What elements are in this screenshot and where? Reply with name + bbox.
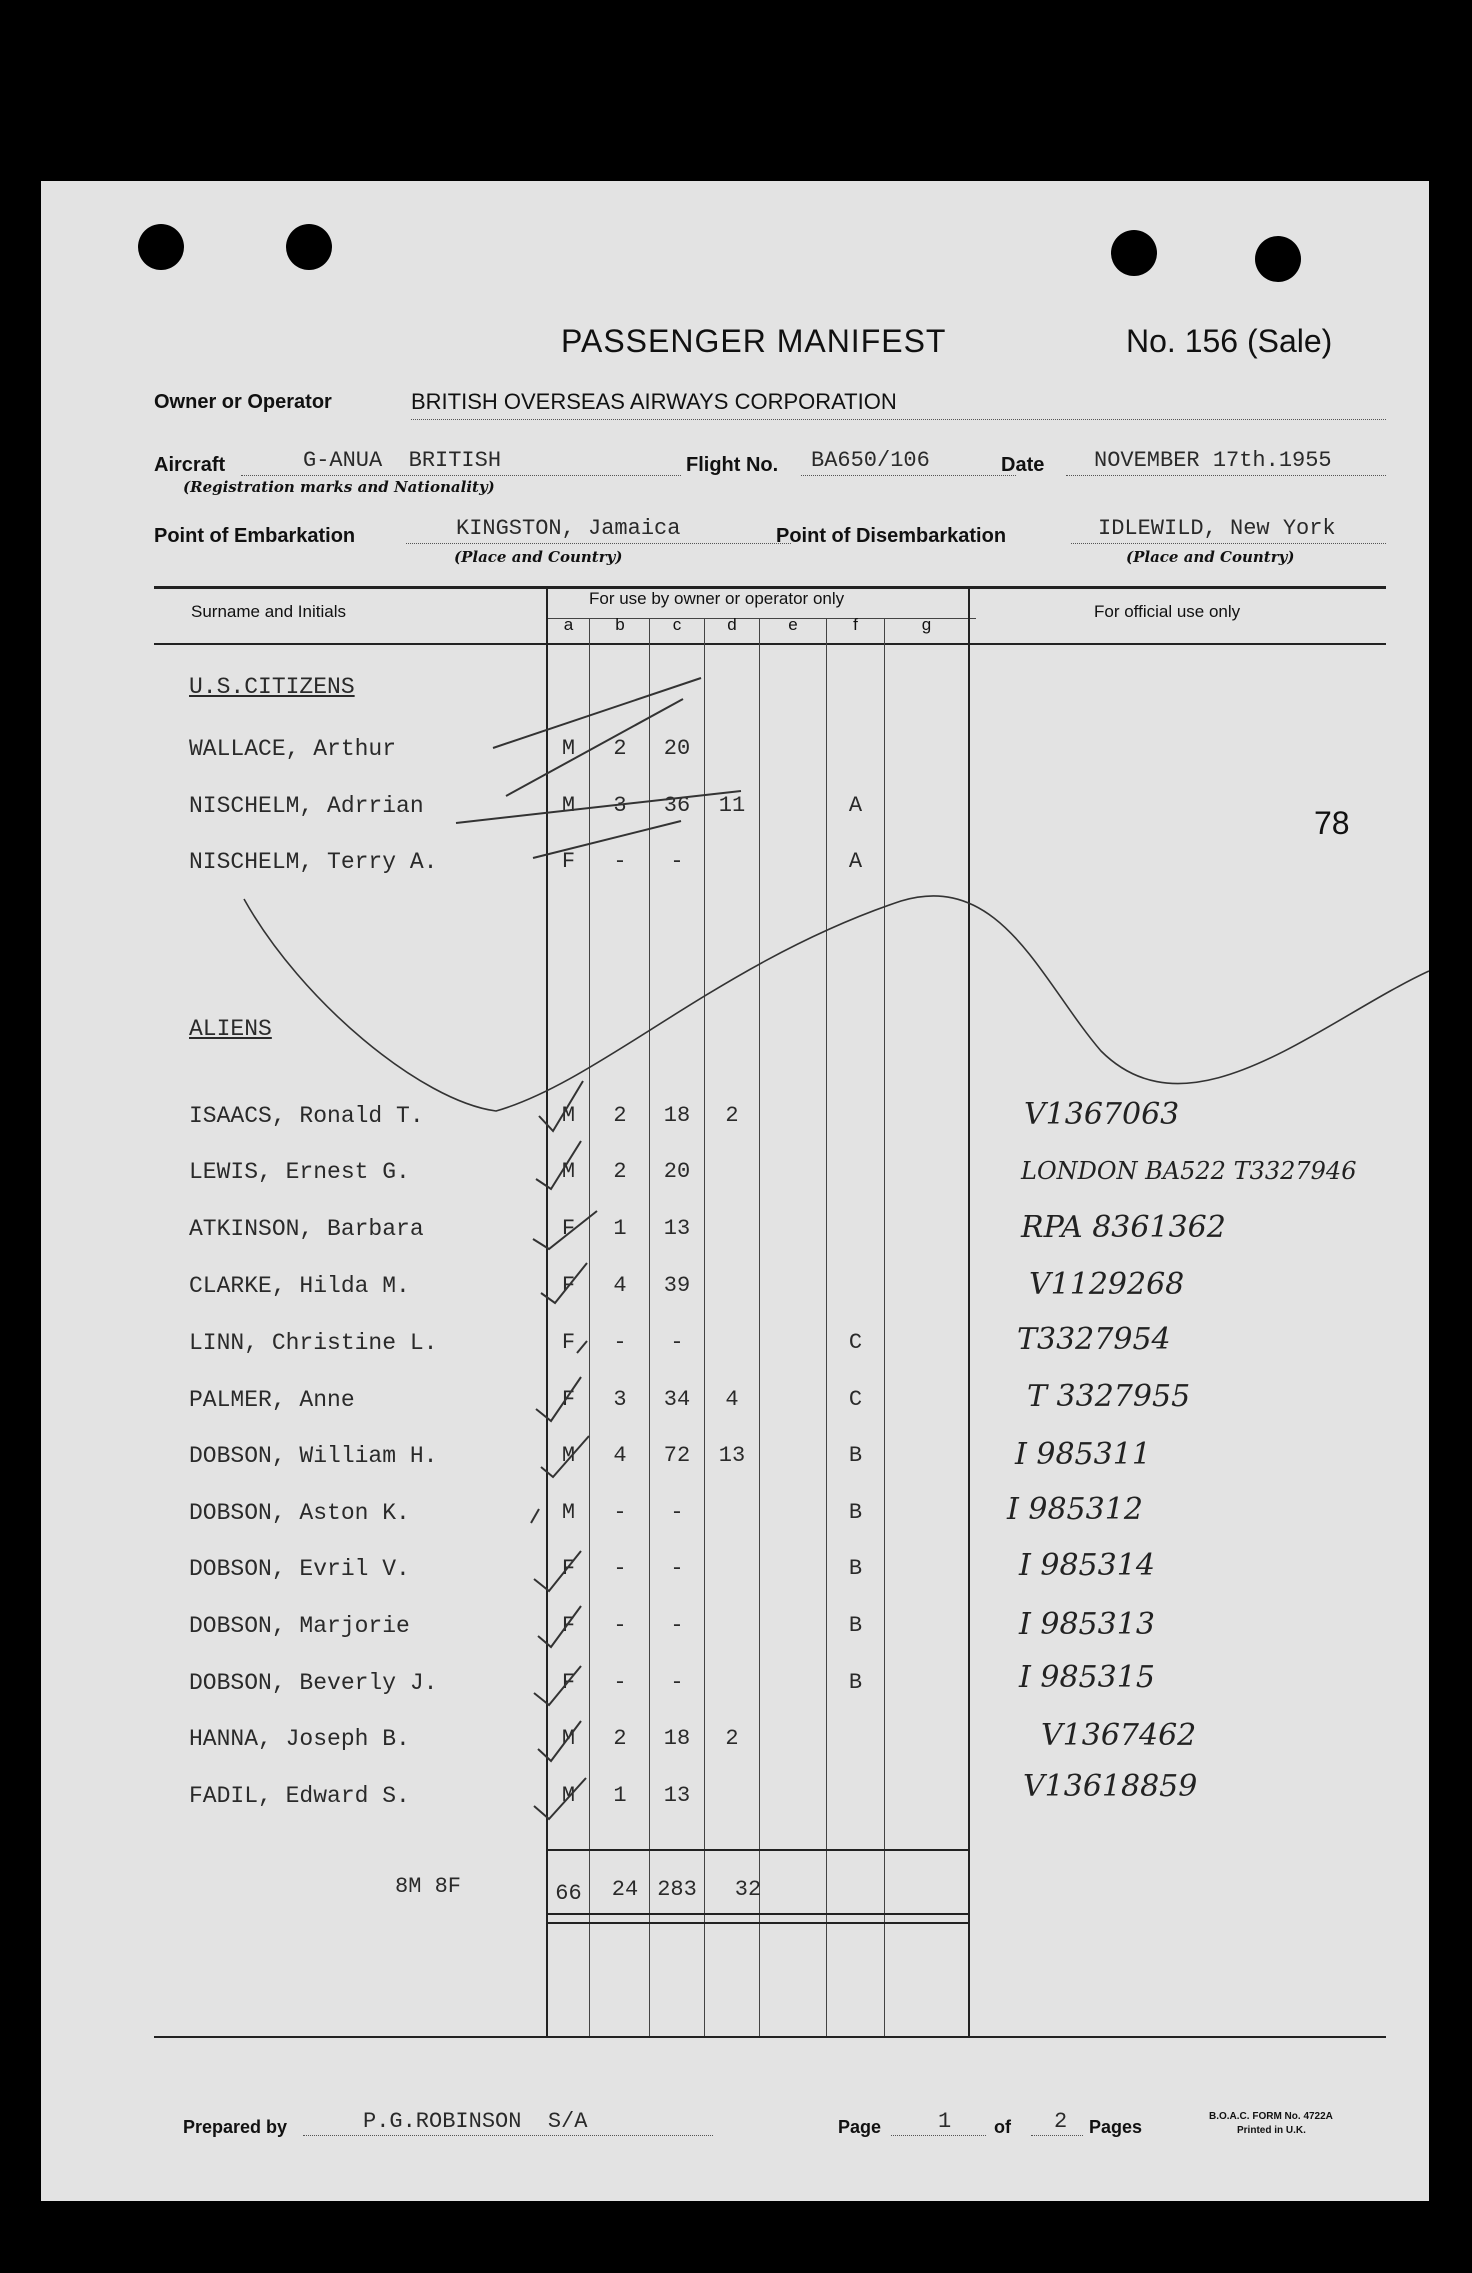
passenger-name: LEWIS, Ernest G. (189, 1159, 410, 1185)
passenger-name: CLARKE, Hilda M. (189, 1273, 410, 1299)
flight-value: BA650/106 (811, 448, 930, 473)
page-underline (891, 2135, 986, 2136)
of-label: of (994, 2117, 1011, 2137)
table-row (41, 1267, 1429, 1307)
disembark-label: Point of Disembarkation (776, 525, 1007, 547)
cell-a: F (561, 1613, 576, 1638)
col-divider-a (589, 618, 590, 2036)
cell-c: - (670, 1670, 684, 1695)
page-value: 1 (938, 2109, 952, 2134)
table-row (41, 736, 1429, 770)
table-row (41, 793, 1429, 827)
cell-a: F (561, 849, 576, 874)
cell-f: C (848, 1330, 863, 1355)
passenger-name: ATKINSON, Barbara (189, 1216, 424, 1242)
cell-a: M (561, 736, 576, 761)
official-entry: V1367063 (1024, 1097, 1180, 1132)
passenger-name: HANNA, Joseph B. (189, 1726, 410, 1752)
official-header: For official use only (1094, 602, 1241, 621)
cell-c: 18 (663, 1103, 691, 1128)
cell-d: 2 (725, 1726, 739, 1751)
col-divider-e (826, 618, 827, 2036)
cell-a: M (561, 793, 576, 818)
group-aliens: ALIENS (189, 1016, 272, 1042)
date-underline (1066, 475, 1386, 476)
aircraft-label: Aircraft (154, 454, 226, 476)
owner-use-header: For use by owner or operator only (589, 589, 845, 608)
cell-f: A (848, 793, 863, 818)
official-entry: RPA 8361362 (1021, 1210, 1226, 1245)
totals-rule-1 (548, 1913, 968, 1915)
col-head-c: c (672, 615, 682, 634)
passenger-name: NISCHELM, Adrrian (189, 793, 424, 819)
col-head-a: a (563, 615, 574, 634)
owner-label: Owner or Operator (154, 391, 332, 413)
wavy-line (244, 896, 1429, 1111)
cell-c: - (670, 849, 684, 874)
surname-header: Surname and Initials (191, 602, 346, 621)
cell-f: C (848, 1387, 863, 1412)
aircraft-value: G-ANUA BRITISH (303, 448, 502, 473)
form-number: No. 156 (Sale) (1126, 323, 1333, 359)
printed-note: Printed in U.K. (1237, 2125, 1306, 2136)
passenger-name: PALMER, Anne (189, 1387, 355, 1413)
passenger-name: DOBSON, Aston K. (189, 1500, 410, 1526)
table-row (41, 1718, 1429, 1760)
cell-a: F (561, 1330, 576, 1355)
col-divider-c (704, 618, 705, 2036)
table-row (41, 1322, 1429, 1364)
prepared-label: Prepared by (183, 2117, 288, 2137)
col-head-b: b (615, 615, 625, 634)
cell-f: A (848, 849, 863, 874)
pages-underline (1031, 2135, 1083, 2136)
date-value: NOVEMBER 17th.1955 (1094, 448, 1332, 473)
punch-hole-icon (1255, 236, 1301, 282)
cell-c: - (670, 1613, 684, 1638)
disembark-underline (1071, 543, 1386, 544)
totals-label: 8M 8F (395, 1874, 462, 1899)
official-entry: T 3327955 (1027, 1379, 1191, 1414)
cell-b: 3 (613, 1387, 627, 1412)
cell-b: 2 (613, 1726, 627, 1751)
passenger-name: ISAACS, Ronald T. (189, 1103, 424, 1129)
table-row (41, 1492, 1429, 1534)
cell-f: B (848, 1613, 863, 1638)
cell-b: 4 (613, 1443, 627, 1468)
cell-c: - (670, 1330, 684, 1355)
cell-a: M (561, 1443, 576, 1468)
cell-d: 13 (718, 1443, 746, 1468)
cell-b: 3 (613, 793, 627, 818)
cell-c: 72 (663, 1443, 691, 1468)
flight-label: Flight No. (686, 454, 779, 476)
manifest-sheet (41, 181, 1429, 2201)
cell-a: F (561, 1670, 576, 1695)
owner-underline (411, 419, 1386, 420)
punch-hole-icon (138, 224, 184, 270)
cell-a: F (561, 1387, 576, 1412)
official-entry: V1129268 (1029, 1267, 1185, 1302)
cell-a: F (561, 1216, 576, 1241)
cell-c: 18 (663, 1726, 691, 1751)
cell-b: 4 (613, 1273, 627, 1298)
total-d: 32 (734, 1877, 762, 1902)
punch-hole-icon (286, 224, 332, 270)
cell-b: 2 (613, 736, 627, 761)
passenger-name: NISCHELM, Terry A. (189, 849, 438, 875)
col-divider-b (649, 618, 650, 2036)
cell-f: B (848, 1556, 863, 1581)
embark-label: Point of Embarkation (154, 525, 356, 547)
cell-a: M (561, 1103, 576, 1128)
form-code: B.O.A.C. FORM No. 4722A (1209, 2111, 1333, 2122)
totals-rule-2 (548, 1922, 968, 1924)
cell-c: 36 (663, 793, 691, 818)
page-label: Page (838, 2117, 882, 2137)
official-entry: V1367462 (1041, 1718, 1197, 1753)
table-row (41, 1097, 1429, 1137)
cell-b: - (613, 1670, 627, 1695)
official-entry: T3327954 (1017, 1322, 1171, 1357)
cell-c: 20 (663, 736, 691, 761)
cell-a: F (561, 1273, 576, 1298)
cell-b: - (613, 1500, 627, 1525)
embark-underline (406, 543, 791, 544)
table-row (41, 849, 1429, 883)
prepared-underline (303, 2135, 713, 2136)
aircraft-sub: (Registration marks and Nationality) (183, 478, 495, 496)
cell-d: 4 (725, 1387, 739, 1412)
form-title: PASSENGER MANIFEST (561, 323, 947, 359)
table-bottom-rule (154, 2036, 1386, 2038)
cell-c: 13 (663, 1216, 691, 1241)
passenger-name: DOBSON, William H. (189, 1443, 438, 1469)
cell-c: 13 (663, 1783, 691, 1808)
side-number: 78 (1314, 805, 1350, 841)
disembark-sub: (Place and Country) (1126, 548, 1295, 566)
cell-b: 1 (613, 1783, 627, 1808)
table-row (41, 1607, 1429, 1647)
cell-b: 1 (613, 1216, 627, 1241)
date-label: Date (1001, 454, 1045, 476)
cell-c: 39 (663, 1273, 691, 1298)
passenger-name: DOBSON, Evril V. (189, 1556, 410, 1582)
total-c: 283 (657, 1877, 697, 1902)
cell-c: 20 (663, 1159, 691, 1184)
cell-f: B (848, 1500, 863, 1525)
cell-a: M (561, 1159, 576, 1184)
table-row (41, 1379, 1429, 1421)
official-entry: LONDON BA522 T3327946 (1021, 1157, 1357, 1185)
pages-value: 2 (1054, 2109, 1068, 2134)
aircraft-underline (241, 475, 681, 476)
cell-a: M (561, 1783, 576, 1808)
table-row (41, 1437, 1429, 1477)
embark-sub: (Place and Country) (454, 548, 623, 566)
cell-c: - (670, 1500, 684, 1525)
cell-b: - (613, 849, 627, 874)
passenger-name: FADIL, Edward S. (189, 1783, 410, 1809)
passenger-name: DOBSON, Marjorie (189, 1613, 410, 1639)
passenger-name: LINN, Christine L. (189, 1330, 438, 1356)
prepared-value: P.G.ROBINSON S/A (363, 2109, 588, 2134)
cell-a: F (561, 1556, 576, 1581)
official-entry: I 985314 (1019, 1548, 1155, 1583)
group-us-citizens: U.S.CITIZENS (189, 674, 355, 700)
passenger-name: WALLACE, Arthur (189, 736, 397, 762)
col-head-f: f (853, 615, 858, 634)
disembark-value: IDLEWILD, New York (1098, 516, 1336, 541)
col-divider-f (884, 618, 885, 2036)
cell-b: - (613, 1330, 627, 1355)
official-entry: I 985313 (1019, 1607, 1155, 1642)
punch-hole-icon (1111, 230, 1157, 276)
cell-d: 11 (718, 793, 746, 818)
owner-value: BRITISH OVERSEAS AIRWAYS CORPORATION (411, 389, 897, 414)
cell-c: - (670, 1556, 684, 1581)
cell-d: 2 (725, 1103, 739, 1128)
total-a: 66 (555, 1881, 582, 1906)
table-row (41, 1210, 1429, 1250)
cell-c: 34 (663, 1387, 691, 1412)
cell-f: B (848, 1443, 863, 1468)
pages-label: Pages (1089, 2117, 1143, 2137)
embark-value: KINGSTON, Jamaica (456, 516, 681, 541)
table-row (41, 1548, 1429, 1590)
cell-f: B (848, 1670, 863, 1695)
official-entry: V13618859 (1023, 1769, 1198, 1804)
cell-b: 2 (613, 1103, 627, 1128)
totals-top-rule (548, 1849, 968, 1851)
flight-underline (801, 475, 1016, 476)
cell-a: M (561, 1500, 576, 1525)
table-row (41, 1660, 1429, 1704)
table-row (41, 1159, 1429, 1193)
official-entry: I 985315 (1019, 1660, 1155, 1695)
passenger-name: DOBSON, Beverly J. (189, 1670, 438, 1696)
official-entry: I 985311 (1015, 1437, 1151, 1472)
col-head-g: g (921, 615, 932, 634)
col-divider-d (759, 618, 760, 2036)
official-entry: I 985312 (1007, 1492, 1143, 1527)
cell-b: - (613, 1613, 627, 1638)
table-row (41, 1769, 1429, 1817)
total-b: 24 (611, 1877, 639, 1902)
col-head-d: d (727, 615, 737, 634)
cell-a: M (561, 1726, 576, 1751)
cell-b: 2 (613, 1159, 627, 1184)
col-head-e: e (788, 615, 798, 634)
cell-b: - (613, 1556, 627, 1581)
table-header-rule (154, 643, 1386, 645)
